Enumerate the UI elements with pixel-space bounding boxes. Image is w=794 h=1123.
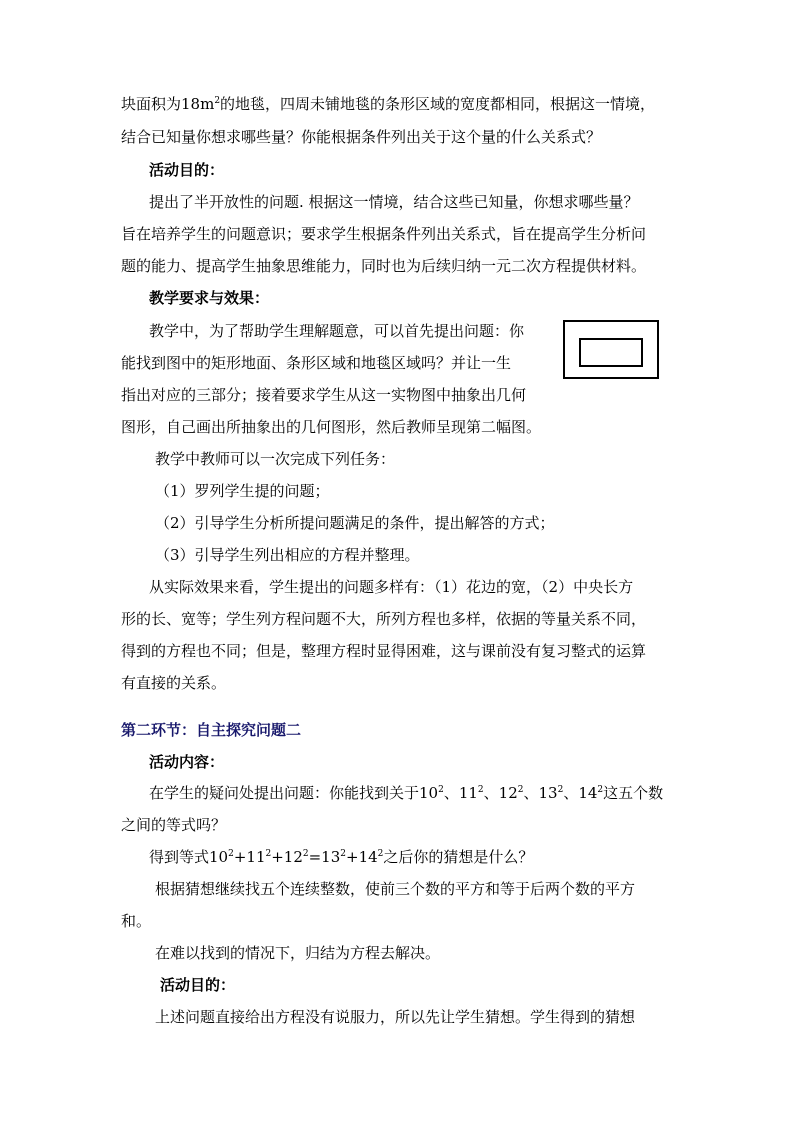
paragraph-line [149, 783, 663, 803]
inner-rectangle [579, 338, 643, 367]
paragraph-line: 题的能力、提高学生抽象思维能力，同时也为后续归纳一元二次方程提供材料。 [121, 257, 647, 275]
superscript: 2 [438, 785, 444, 795]
paragraph-line: 有直接的关系。 [121, 674, 227, 692]
superscript: 2 [228, 849, 234, 859]
text-span: 在学生的疑问处提出问题：你能找到关于10 [149, 784, 439, 802]
paragraph-line: 结合已知量你想求哪些量？你能根据条件列出关于这个量的什么关系式？ [121, 128, 602, 146]
text-span: 之后你的猜想是什么？ [383, 848, 534, 866]
superscript: 2 [302, 849, 309, 859]
superscript: 2 [477, 785, 484, 795]
task-item: （1）罗列学生提的问题； [155, 482, 330, 500]
activity-purpose-heading: 活动目的： [160, 976, 236, 994]
task-item: （2）引导学生分析所提问题满足的条件，提出解答的方式； [155, 514, 555, 532]
text-span: =13 [308, 848, 341, 866]
paragraph-line: 和。 [121, 912, 152, 930]
section-heading: 第二环节：自主探究问题二 [121, 721, 302, 739]
paragraph-line: 根据猜想继续找五个连续整数，使前三个数的平方和等于后两个数的平方 [155, 880, 636, 898]
paragraph-line: 在难以找到的情况下，归结为方程去解决。 [155, 944, 441, 962]
paragraph-line: 得到的方程也不同；但是，整理方程时显得困难，这与课前没有复习整式的运算 [121, 642, 647, 660]
paragraph-line [121, 94, 655, 114]
text-span: 、13 [523, 784, 558, 802]
text-span: 、11 [443, 784, 478, 802]
superscript: 2 [377, 849, 384, 859]
paragraph-line: 指出对应的三部分；接着要求学生从这一实物图中抽象出几何 [121, 386, 527, 404]
text-span: +14 [346, 848, 378, 866]
superscript: 2 [214, 96, 221, 106]
text-span: 得到等式10 [149, 848, 229, 866]
task-item: （3）引导学生列出相应的方程并整理。 [155, 546, 420, 564]
teaching-requirements-heading: 教学要求与效果： [149, 289, 270, 307]
paragraph-line: 形的长、宽等；学生列方程问题不大，所列方程也多样，依据的等量关系不同， [121, 610, 647, 628]
activity-purpose-heading: 活动目的： [149, 161, 225, 179]
text-span: +12 [271, 848, 303, 866]
text-span: 这五个数 [603, 784, 664, 802]
paragraph-line: 教学中教师可以一次完成下列任务： [155, 450, 396, 468]
superscript: 2 [517, 785, 524, 795]
text-span: +11 [233, 848, 266, 866]
superscript: 2 [557, 785, 564, 795]
paragraph-line [149, 847, 533, 867]
paragraph-line: 上述问题直接给出方程没有说服力，所以先让学生猜想。学生得到的猜想 [155, 1008, 636, 1026]
activity-content-heading: 活动内容： [149, 753, 225, 771]
paragraph-line: 教学中，为了帮助学生理解题意，可以首先提出问题：你 [149, 322, 525, 340]
paragraph-line: 能找到图中的矩形地面、条形区域和地毯区域吗？并让一生 [121, 354, 512, 372]
paragraph-line: 之间的等式吗？ [121, 816, 227, 834]
superscript: 2 [265, 849, 272, 859]
text-span: 、14 [563, 784, 598, 802]
text-span: 的地毯，四周未铺地毯的条形区域的宽度都相同，根据这一情境， [220, 95, 656, 113]
superscript: 2 [340, 849, 346, 859]
text-span: 、12 [483, 784, 518, 802]
text-span: 块面积为18m [121, 95, 215, 113]
paragraph-line: 从实际效果来看，学生提出的问题多样有：（1）花边的宽，（2）中央长方 [149, 578, 634, 596]
paragraph-line: 提出了半开放性的问题. 根据这一情境，结合这些已知量，你想求哪些量？ [149, 193, 639, 211]
paragraph-line: 旨在培养学生的问题意识；要求学生根据条件列出关系式，旨在提高学生分析问 [121, 225, 647, 243]
superscript: 2 [597, 785, 604, 795]
paragraph-line: 图形，自己画出所抽象出的几何图形，然后教师呈现第二幅图。 [121, 418, 542, 436]
rectangle-figure [563, 320, 659, 379]
